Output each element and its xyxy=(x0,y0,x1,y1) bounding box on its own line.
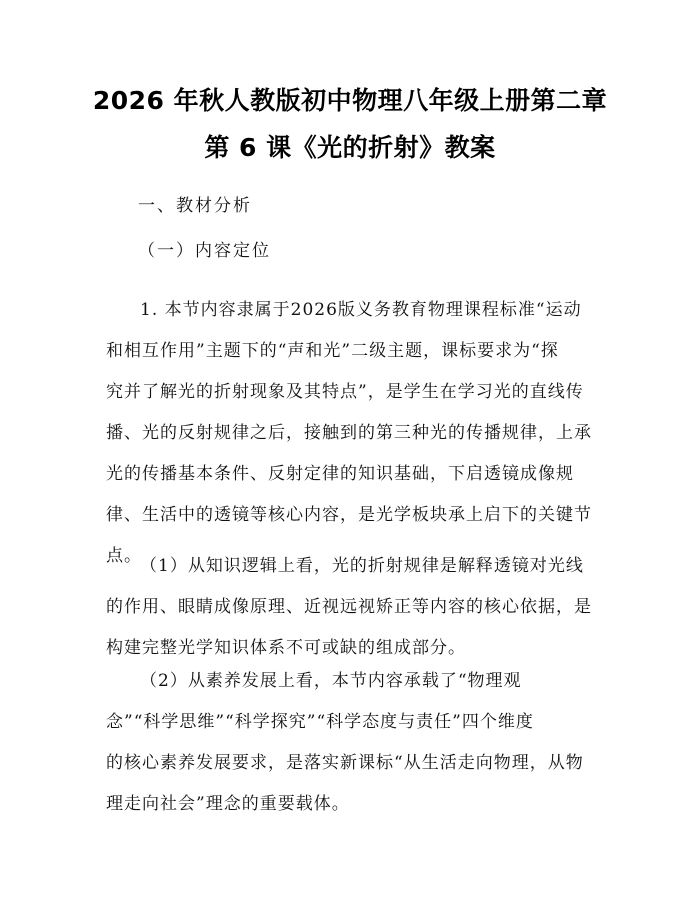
document-title-line-1: 2026 年秋人教版初中物理八年级上册第二章 xyxy=(92,86,608,115)
paragraph-line: 究并了解光的折射现象及其特点”，是学生在学习光的直线传 xyxy=(106,382,584,402)
document-title-line-2: 第 6 课《光的折射》教案 xyxy=(204,133,496,162)
paragraph-line: 1. 本节内容隶属于2026版义务教育物理课程标准“运动 xyxy=(140,300,582,320)
paragraph-3 xyxy=(106,661,600,825)
subsection-heading-content-positioning: （一）内容定位 xyxy=(138,241,271,261)
paragraph-1 xyxy=(106,290,600,577)
paragraph-line: 念”“科学思维”“科学探究”“科学态度与责任”四个维度 xyxy=(106,712,534,732)
paragraph-2 xyxy=(106,546,600,669)
paragraph-line: （2）从素养发展上看，本节内容承载了“物理观 xyxy=(140,671,522,691)
paragraph-line: 播、光的反射规律之后，接触到的第三种光的传播规律，上承 xyxy=(106,423,592,443)
paragraph-line: 光的传播基本条件、反射定律的知识基础，下启透镜成像规 xyxy=(106,464,574,484)
paragraph-line: 和相互作用”主题下的“声和光”二级主题，课标要求为“探 xyxy=(106,341,559,361)
paragraph-line: 的核心素养发展要求，是落实新课标“从生活走向物理，从物 xyxy=(106,753,584,773)
paragraph-line: 构建完整光学知识体系不可或缺的组成部分。 xyxy=(106,638,466,658)
paragraph-line: 律、生活中的透镜等核心内容，是光学板块承上启下的关键节 xyxy=(106,505,592,525)
paragraph-line: 点。 xyxy=(106,546,142,566)
paragraph-line: 理走向社会”理念的重要载体。 xyxy=(106,794,350,814)
section-heading-textbook-analysis: 一、教材分析 xyxy=(138,196,252,216)
paragraph-line: （1）从知识逻辑上看，光的折射规律是解释透镜对光线 xyxy=(140,556,584,576)
paragraph-line: 的作用、眼睛成像原理、近视远视矫正等内容的核心依据，是 xyxy=(106,597,592,617)
